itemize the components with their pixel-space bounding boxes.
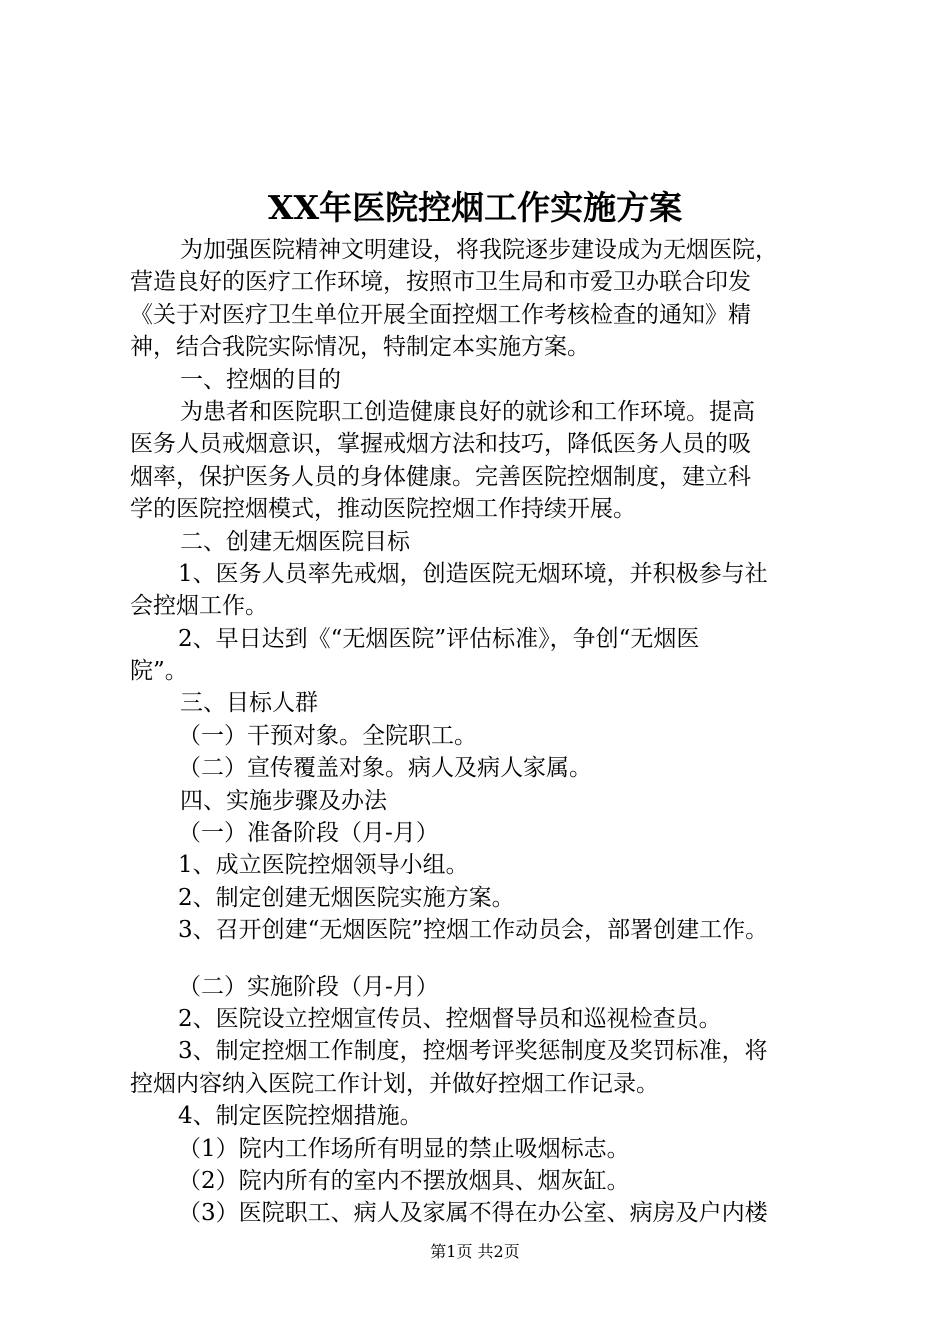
document-title: XX年医院控烟工作实施方案: [267, 188, 683, 227]
paragraph-line: 院”。: [130, 658, 188, 685]
paragraph-line: 《关于对医疗卫生单位开展全面控烟工作考核检查的通知》精: [130, 301, 751, 328]
paragraph-line: 二、创建无烟医院目标: [180, 528, 410, 555]
paragraph-line: 一、控烟的目的: [180, 366, 341, 393]
paragraph-line: 医务人员戒烟意识，掌握戒烟方法和技巧，降低医务人员的吸: [130, 431, 751, 458]
paragraph-line: 2、早日达到《“无烟医院”评估标准》，争创“无烟医: [178, 625, 700, 652]
paragraph-line: 神，结合我院实际情况，特制定本实施方案。: [130, 334, 590, 361]
paragraph-line: 营造良好的医疗工作环境，按照市卫生局和市爱卫办联合印发: [130, 269, 751, 296]
paragraph-line: （2）院内所有的室内不摆放烟具、烟灰缸。: [178, 1167, 630, 1194]
paragraph-line: 2、医院设立控烟宣传员、控烟督导员和巡视检查员。: [178, 1005, 722, 1032]
paragraph-line: 1、成立医院控烟领导小组。: [178, 852, 469, 879]
paragraph-line: （一）干预对象。全院职工。: [178, 722, 477, 749]
paragraph-line: 烟率，保护医务人员的身体健康。完善医院控烟制度，建立科: [130, 463, 751, 490]
paragraph-line: （一）准备阶段（月-月）: [178, 820, 439, 847]
paragraph-line: （1）院内工作场所有明显的禁止吸烟标志。: [178, 1135, 630, 1162]
paragraph-line: 四、实施步骤及办法: [180, 787, 387, 814]
paragraph-line: 会控烟工作。: [130, 593, 268, 620]
paragraph-line: 3、召开创建“无烟医院”控烟工作动员会，部署创建工作。: [178, 917, 769, 944]
paragraph-line: 三、目标人群: [180, 690, 318, 717]
page-footer: 第1页 共2页: [430, 1242, 520, 1261]
paragraph-line: （3）医院职工、病人及家属不得在办公室、病房及户内楼: [178, 1200, 768, 1227]
paragraph-line: 2、制定创建无烟医院实施方案。: [178, 884, 515, 911]
blank-line: [130, 947, 830, 971]
paragraph-line: 为加强医院精神文明建设，将我院逐步建设成为无烟医院，: [180, 237, 778, 263]
paragraph-line: （二）宣传覆盖对象。病人及病人家属。: [178, 755, 592, 782]
paragraph-line: 3、制定控烟工作制度，控烟考评奖惩制度及奖罚标准，将: [178, 1038, 768, 1065]
paragraph-line: （二）实施阶段（月-月）: [178, 973, 439, 1000]
paragraph-line: 4、制定医院控烟措施。: [178, 1103, 423, 1130]
paragraph-line: 学的医院控烟模式，推动医院控烟工作持续开展。: [130, 496, 636, 523]
document-body: [130, 234, 830, 1230]
paragraph-line: 控烟内容纳入医院工作计划，并做好控烟工作记录。: [130, 1070, 659, 1097]
paragraph-line: 为患者和医院职工创造健康良好的就诊和工作环境。提高: [180, 398, 755, 425]
paragraph-line: 1、医务人员率先戒烟，创造医院无烟环境，并积极参与社: [178, 560, 768, 587]
